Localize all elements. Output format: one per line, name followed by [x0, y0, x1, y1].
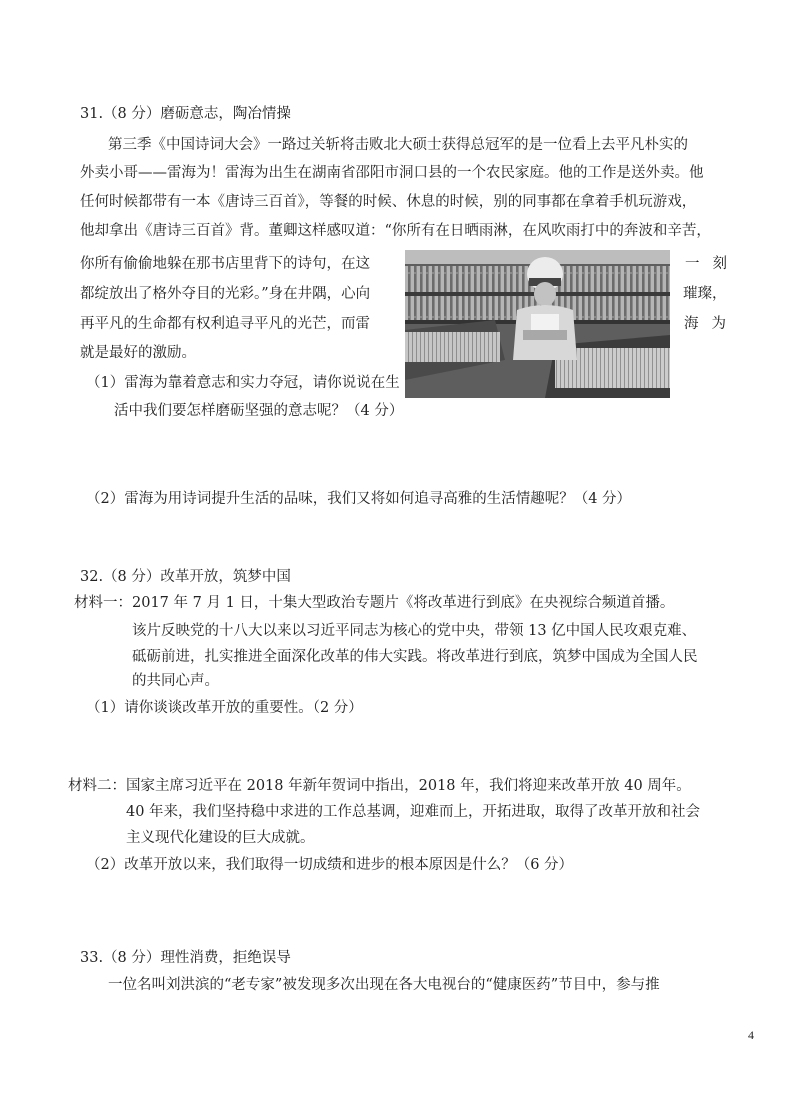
q31-paragraph-line: 外卖小哥——雷海为！雷海为出生在湖南省邵阳市洞口县的一个农民家庭。他的工作是送外卖。他	[80, 165, 704, 181]
q32-material-2-line: 40 年来，我们坚持稳中求进的工作总基调，迎难而上，开拓进取，取得了改革开放和社会	[126, 804, 701, 820]
q31-paragraph-line: 他却拿出《唐诗三百首》背。董卿这样感叹道：“你所有在日晒雨淋，在风吹雨打中的奔波和辛苦，	[80, 223, 711, 239]
q31-paragraph-line: 就是最好的激励。	[80, 345, 196, 361]
q31-paragraph-line: 任何时候都带有一本《唐诗三百首》，等餐的时候、休息的时候，别的同事都在拿着手机玩游戏，	[80, 194, 697, 210]
q31-paragraph-line-right: 璀璨，	[683, 286, 727, 302]
q31-char: 刻	[712, 256, 727, 272]
bookstore-photo	[405, 250, 670, 398]
q32-material-1-line: 砥砺前进，扎实推进全面深化改革的伟大实践。将改革进行到底，筑梦中国成为全国人民	[132, 649, 698, 665]
q31-paragraph-line-right	[685, 254, 727, 274]
q31-subquestion-1: （1）雷海为靠着意志和实力夺冠，请你说说在生	[86, 375, 400, 391]
q31-paragraph-line-right	[684, 314, 726, 334]
q31-subquestion-2: （2）雷海为用诗词提升生活的品味，我们又将如何追寻高雅的生活情趣呢？（4 分）	[86, 491, 632, 507]
q31-paragraph-line: 第三季《中国诗词大会》一路过关斩将击败北大硕士获得总冠军的是一位看上去平凡朴实的	[108, 137, 688, 153]
q32-subquestion-1: （1）请你谈谈改革开放的重要性。（2 分）	[86, 700, 363, 716]
q32-material-1-line: 该片反映党的十八大以来以习近平同志为核心的党中央，带领 13 亿中国人民攻艰克难、	[132, 623, 697, 639]
q32-material-1-line: 的共同心声。	[132, 673, 219, 689]
q31-char: 海	[684, 316, 699, 332]
page-number: 4	[748, 1028, 754, 1042]
q32-material-2-line: 主义现代化建设的巨大成就。	[126, 830, 315, 846]
q32-subquestion-2: （2）改革开放以来，我们取得一切成绩和进步的根本原因是什么？（6 分）	[86, 857, 574, 873]
q31-title: 31.（8 分）磨砺意志，陶冶情操	[80, 106, 291, 122]
q31-char: 一	[685, 256, 700, 272]
q32-title: 32.（8 分）改革开放，筑梦中国	[80, 569, 291, 585]
q31-paragraph-line: 都绽放出了格外夺目的光彩。”身在井隅，心向	[80, 286, 371, 302]
q32-material-1: 材料一：2017 年 7 月 1 日，十集大型政治专题片《将改革进行到底》在央视综合频道首播。	[74, 595, 675, 611]
q32-material-2: 材料二：国家主席习近平在 2018 年新年贺词中指出，2018 年，我们将迎来改革开放 40 周年。	[68, 778, 691, 794]
q31-paragraph-line: 再平凡的生命都有权利追寻平凡的光芒，而雷	[80, 316, 370, 332]
q33-title: 33.（8 分）理性消费，拒绝误导	[80, 950, 291, 966]
q31-paragraph-line: 你所有偷偷地躲在那书店里背下的诗句，在这	[80, 256, 370, 272]
q31-char: 为	[711, 316, 726, 332]
q31-subquestion-1-cont: 活中我们要怎样磨砺坚强的意志呢？（4 分）	[114, 403, 404, 419]
q33-paragraph-line: 一位名叫刘洪滨的“老专家”被发现多次出现在各大电视台的“健康医药”节目中，参与推	[108, 977, 660, 993]
